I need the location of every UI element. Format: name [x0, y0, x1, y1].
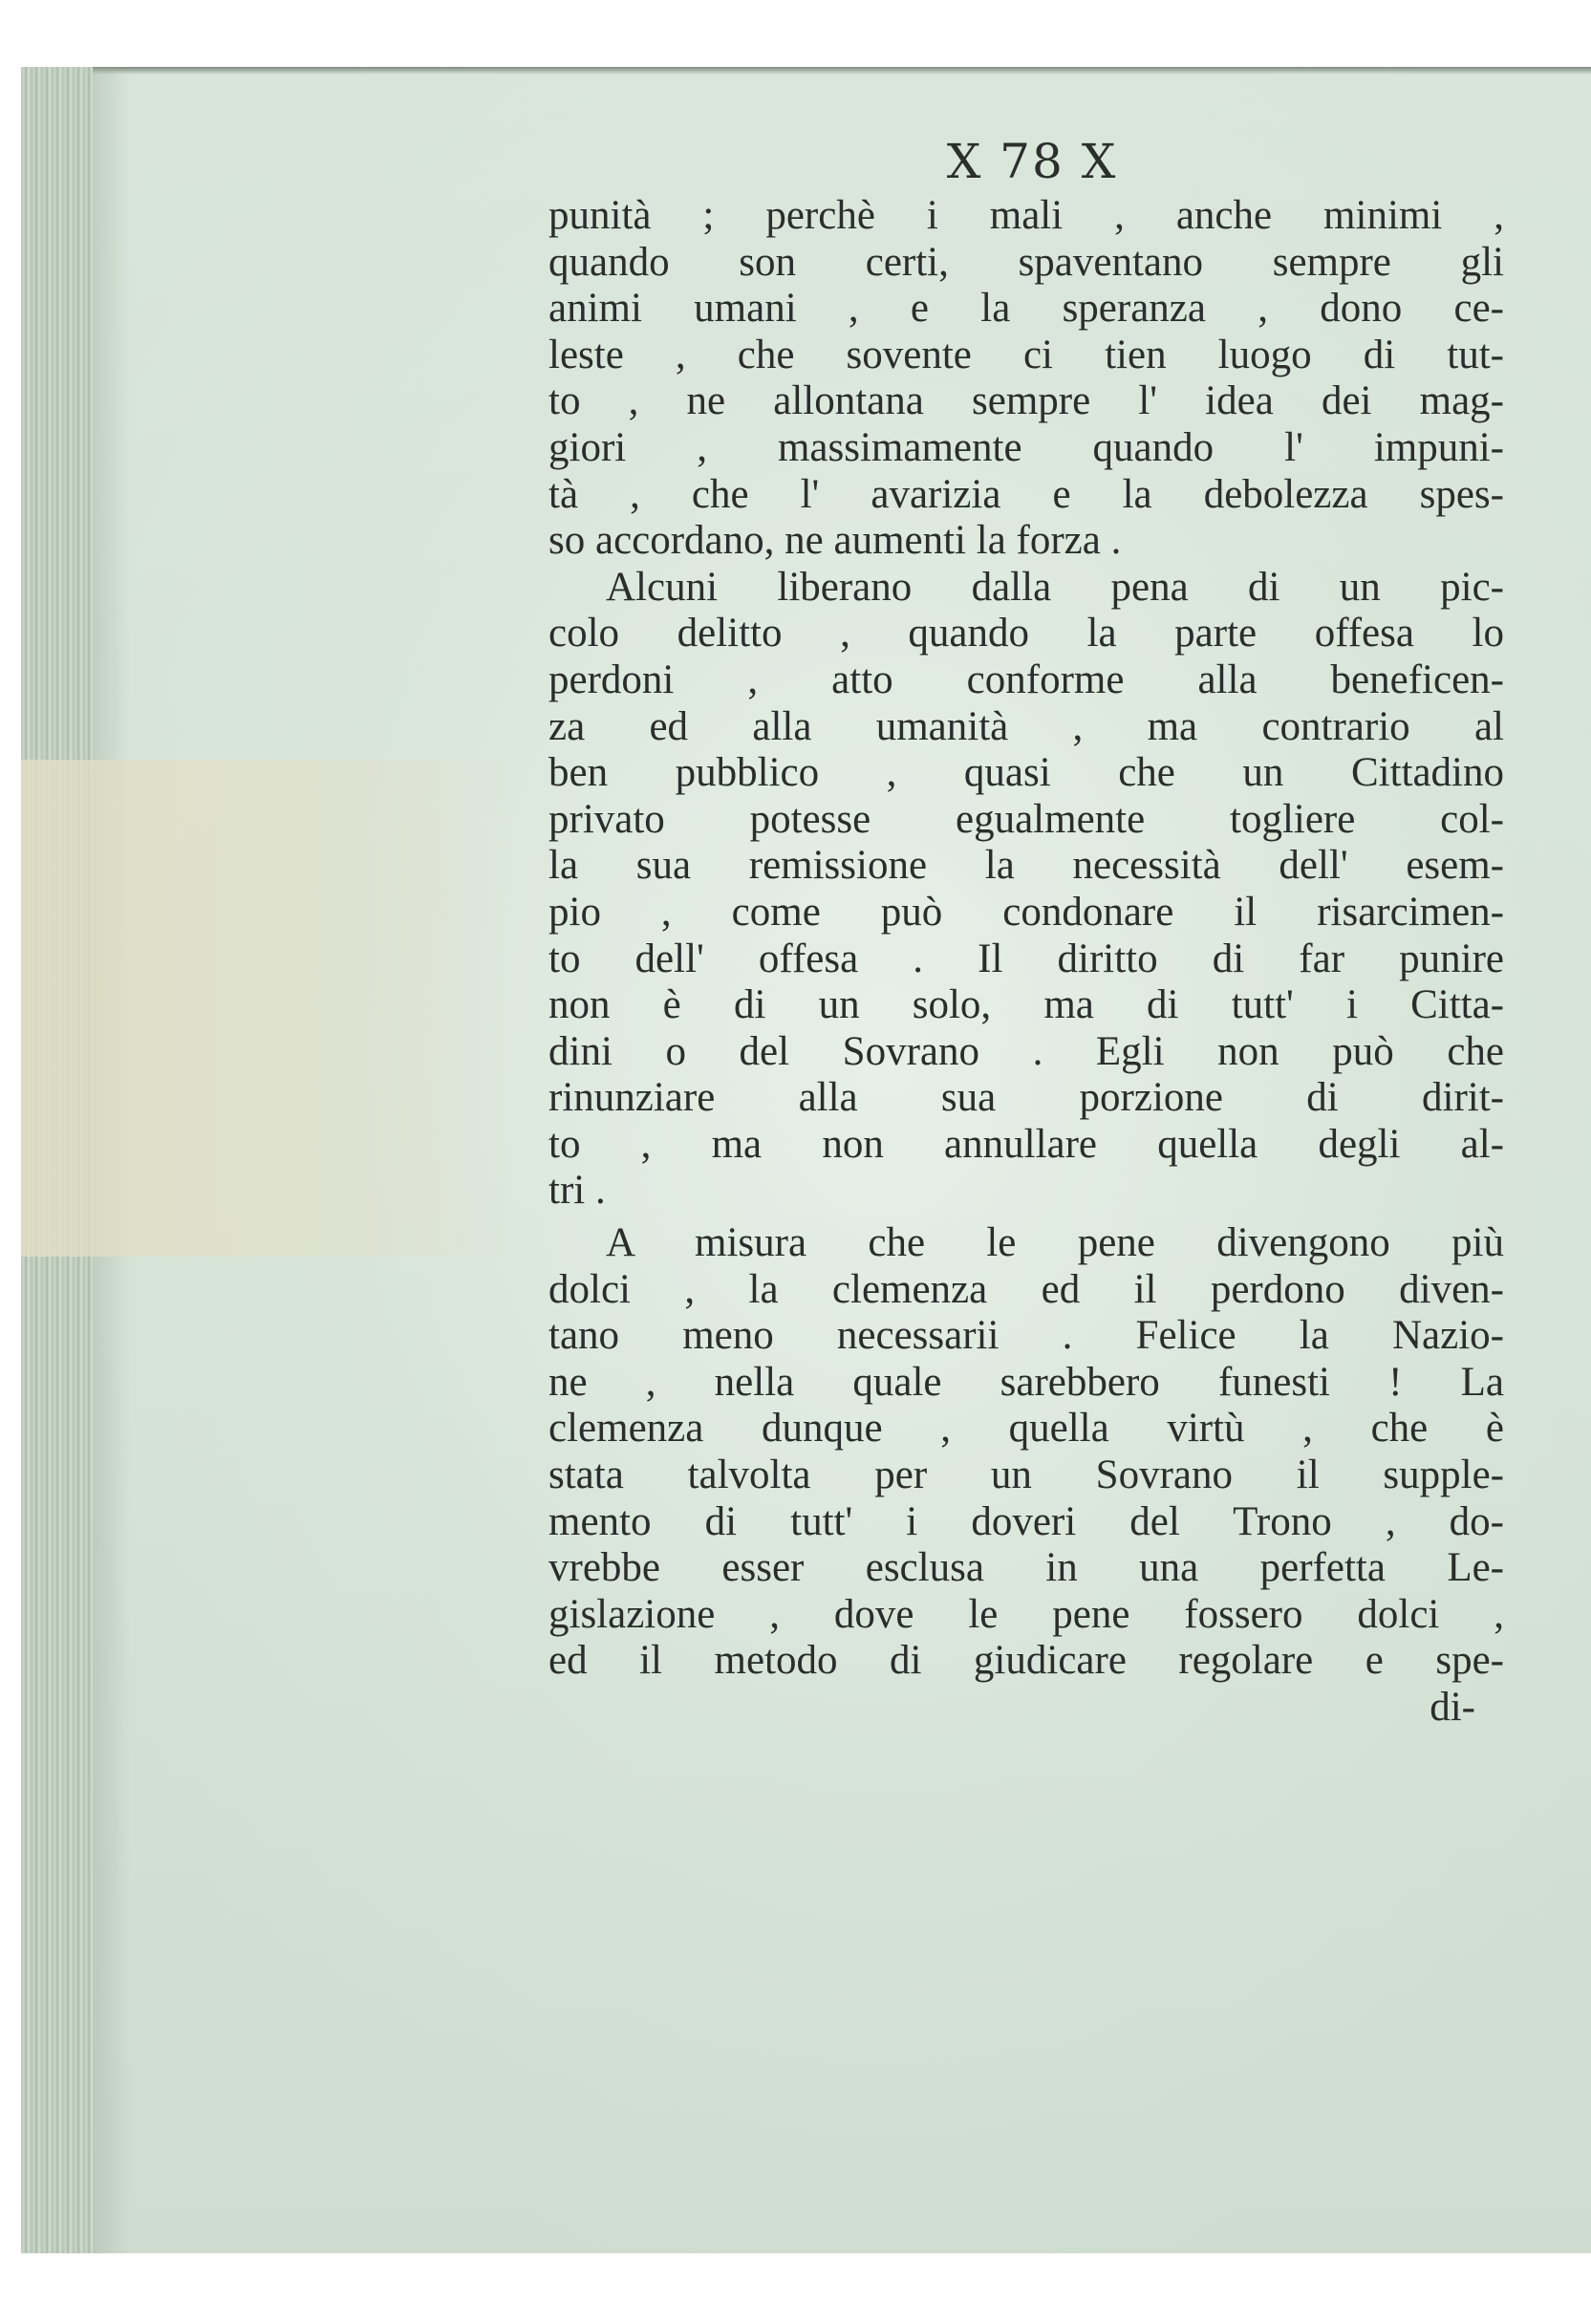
text-line: tano meno necessarii . Felice la Nazio-: [548, 1313, 1504, 1359]
text-line: tà , che l' avarizia e la debolezza spes-: [548, 471, 1504, 517]
text-line: dolci , la clemenza ed il perdono diven-: [548, 1266, 1504, 1312]
text-line: ne , nella quale sarebbero funesti ! La: [548, 1359, 1504, 1405]
text-line: ben pubblico , quasi che un Cittadino: [548, 750, 1504, 796]
paragraph-first-line: Alcuni liberano dalla pena di un pic-: [606, 564, 1504, 610]
text-line: gislazione , dove le pene fossero dolci ,: [548, 1591, 1504, 1637]
body-text: [548, 193, 1504, 1732]
text-line: tri .: [548, 1168, 606, 1214]
text-line: dini o del Sovrano . Egli non può che: [548, 1028, 1504, 1074]
text-line: la sua remissione la necessità dell' esem-: [548, 843, 1504, 889]
text-line: to , ma non annullare quella degli al-: [548, 1121, 1504, 1167]
text-line: giori , massimamente quando l' impuni-: [548, 424, 1504, 470]
text-line: quando son certi, spaventano sempre gli: [548, 239, 1504, 285]
text-line: to , ne allontana sempre l' idea dei mag-: [548, 378, 1504, 424]
paragraph-first-line: A misura che le pene divengono più: [606, 1220, 1504, 1266]
text-line: clemenza dunque , quella virtù , che è: [548, 1406, 1504, 1452]
page-number-header: X 78 X: [946, 134, 1118, 189]
text-line: non è di un solo, ma di tutt' i Citta-: [548, 982, 1504, 1028]
text-line: animi umani , e la speranza , dono ce-: [548, 286, 1504, 332]
text-line: rinunziare alla sua porzione di dirit-: [548, 1075, 1504, 1121]
text-line: vrebbe esser esclusa in una perfetta Le-: [548, 1545, 1504, 1591]
text-line: stata talvolta per un Sovrano il supple-: [548, 1452, 1504, 1498]
text-line: so accordano, ne aumenti la forza .: [548, 518, 1122, 564]
text-line: za ed alla umanità , ma contrario al: [548, 703, 1504, 749]
text-line: perdoni , atto conforme alla beneficen-: [548, 656, 1504, 702]
catchword: di-: [1430, 1685, 1475, 1730]
paper-discoloration: [21, 760, 518, 1257]
text-line: ed il metodo di giudicare regolare e spe-: [548, 1638, 1504, 1684]
text-line: to dell' offesa . Il diritto di far punire: [548, 936, 1504, 981]
page-top-edge: [21, 67, 1591, 75]
text-line: leste , che sovente ci tien luogo di tut-: [548, 332, 1504, 377]
text-line: privato potesse egualmente togliere col-: [548, 796, 1504, 842]
text-line: colo delitto , quando la parte offesa lo: [548, 611, 1504, 656]
text-line: mento di tutt' i doveri del Trono , do-: [548, 1498, 1504, 1544]
text-line: pio , come può condonare il risarcimen-: [548, 889, 1504, 935]
text-line: punità ; perchè i mali , anche minimi ,: [548, 193, 1504, 238]
